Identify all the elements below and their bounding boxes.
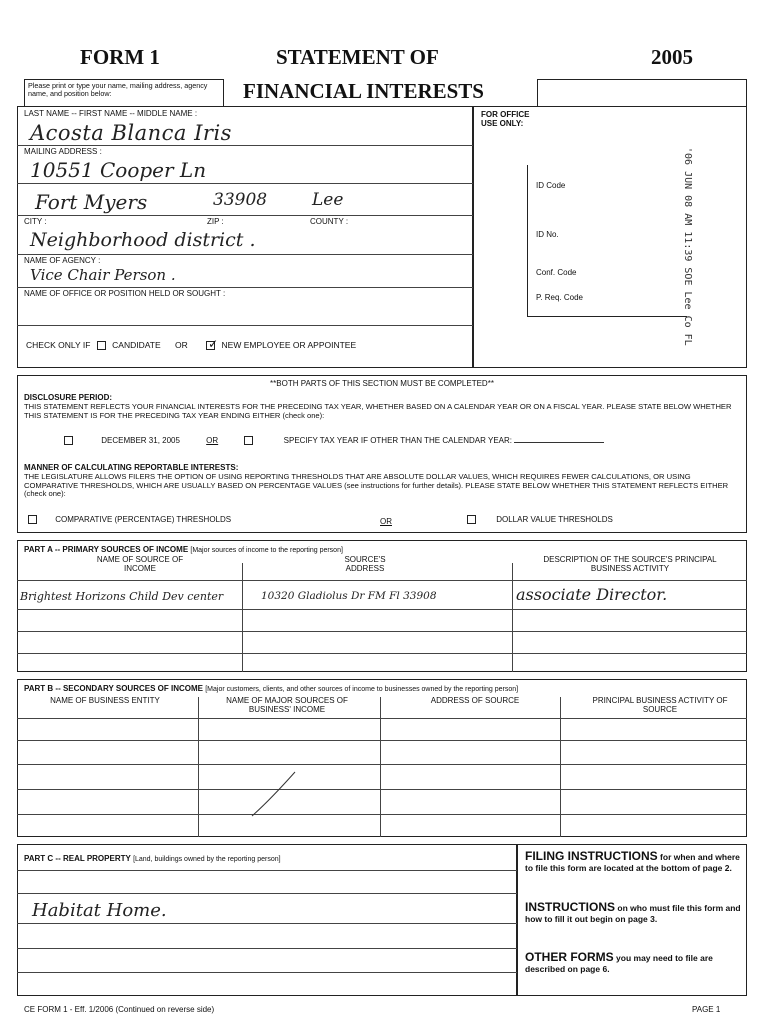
city-value: Fort Myers (35, 190, 148, 214)
specify-checkbox[interactable] (244, 436, 253, 445)
specify-label: SPECIFY TAX YEAR IF OTHER THAN THE CALENDAR YEAR: (283, 436, 512, 445)
part-a-heading: PART A -- PRIMARY SOURCES OF INCOME (24, 545, 189, 554)
part-b-subheading: [Major customers, clients, and other sources of income to businesses owned by the reporting person] (205, 686, 519, 693)
agency-value: Neighborhood district . (30, 229, 256, 251)
check-label: CHECK ONLY IF (26, 340, 91, 350)
part-a-col1: NAME OF SOURCE OF INCOME (96, 555, 184, 574)
mailing-label: MAILING ADDRESS : (24, 147, 102, 156)
part-a-col2: SOURCE'S ADDRESS (344, 555, 386, 574)
comparative-checkbox[interactable] (28, 515, 37, 524)
part-b-col2: NAME OF MAJOR SOURCES OF BUSINESS' INCOME (226, 696, 348, 715)
position-value: Vice Chair Person . (30, 266, 176, 284)
part-a-row1-name: Brightest Horizons Child Dev center (20, 590, 224, 603)
new-employee-checkbox[interactable]: ✓ (208, 337, 219, 352)
part-b-strike-mark (250, 770, 300, 820)
print-note: Please print or type your name, mailing address, agency name, and position below: (28, 81, 208, 99)
form-title-line1: STATEMENT OF (276, 45, 439, 69)
other-forms (525, 951, 741, 975)
part-a-subheading: [Major sources of income to the reporting person] (190, 547, 343, 554)
instructions-text: on who must file this form and how to fill it out begin on page 3. (525, 903, 741, 924)
form-number: FORM 1 (80, 45, 160, 69)
december-label: DECEMBER 31, 2005 (101, 436, 180, 445)
disclosure-banner: **BOTH PARTS OF THIS SECTION MUST BE COMPLETED** (270, 379, 494, 388)
part-b-heading-row (24, 684, 518, 694)
new-employee-label: NEW EMPLOYEE OR APPOINTEE (221, 340, 357, 350)
filing-instructions (525, 850, 741, 874)
position-label: NAME OF OFFICE OR POSITION HELD OR SOUGHT : (24, 289, 226, 298)
print-note-box (24, 79, 224, 107)
part-b-col3: ADDRESS OF SOURCE (430, 696, 520, 705)
check-row (26, 337, 357, 352)
part-a-col3: DESCRIPTION OF THE SOURCE'S PRINCIPAL BUSINESS ACTIVITY (543, 555, 717, 574)
conf-code-label: Conf. Code (536, 268, 577, 277)
received-stamp: '06 JUN 08 AM 11:39 SOE Lee Co FL (682, 147, 693, 346)
name-label: LAST NAME -- FIRST NAME -- MIDDLE NAME : (24, 109, 198, 118)
part-a-row1-activity: associate Director. (516, 585, 668, 604)
period-or: OR (206, 436, 219, 445)
part-a-heading-row (24, 545, 343, 555)
candidate-label: CANDIDATE (112, 340, 161, 350)
disclosure-section (17, 375, 747, 533)
id-no-label: ID No. (536, 230, 559, 239)
check-or: OR (175, 340, 188, 350)
p-req-code-label: P. Req. Code (536, 293, 583, 302)
zip-label: ZIP : (207, 217, 224, 226)
disclosure-period-text: THIS STATEMENT REFLECTS YOUR FINANCIAL INTERESTS FOR THE PRECEDING TAX YEAR, WHETHER BASED ON A CALENDAR YEAR OR ON A FISCAL YEAR. PLEASE STATE BELOW WHETHER THIS STATEMENT IS FOR THE PRECEDING TAX YEAR ENDING EITHER (check one): (24, 402, 732, 420)
name-value: Acosta Blanca Iris (30, 121, 232, 145)
threshold-or: OR (380, 517, 392, 526)
form-title-line2: FINANCIAL INTERESTS (243, 79, 484, 103)
candidate-checkbox[interactable] (97, 341, 106, 350)
city-label: CITY : (24, 217, 47, 226)
agency-label: NAME OF AGENCY : (24, 256, 101, 265)
who-instructions (525, 901, 741, 925)
county-value: Lee (312, 190, 344, 210)
instructions-title: INSTRUCTIONS (525, 900, 615, 914)
comparative-label: COMPARATIVE (PERCENTAGE) THRESHOLDS (55, 515, 232, 524)
threshold-options (24, 515, 231, 524)
part-b-heading: PART B -- SECONDARY SOURCES OF INCOME (24, 684, 203, 693)
dollar-option (463, 515, 613, 524)
form-year: 2005 (651, 45, 693, 69)
id-code-label: ID Code (536, 181, 566, 190)
december-checkbox[interactable] (64, 436, 73, 445)
part-a-row1-address: 10320 Gladiolus Dr FM Fl 33908 (261, 590, 437, 602)
county-label: COUNTY : (310, 217, 349, 226)
zip-value: 33908 (213, 190, 268, 210)
manner-text: THE LEGISLATURE ALLOWS FILERS THE OPTION OF USING REPORTING THRESHOLDS THAT ARE ABSOLUTE DOLLAR VALUES, WHICH REQUIRES FEWER CALCULATIONS, OR USING COMPARATIVE THRESHOLDS, WHICH ARE USUALLY BASED ON PERCENTAGE VALUES (see instructions for further details). PLEASE STATE BELOW WHETHER THIS STATEMENT REFLECTS EITHER (check one): (24, 472, 729, 499)
dollar-checkbox[interactable] (467, 515, 476, 524)
footer-right: PAGE 1 (692, 1005, 721, 1014)
manner-heading: MANNER OF CALCULATING REPORTABLE INTERESTS: (24, 463, 239, 472)
part-c-heading: PART C -- REAL PROPERTY (24, 854, 131, 863)
filing-title: FILING INSTRUCTIONS (525, 849, 658, 863)
part-c-row2-value: Habitat Home. (32, 900, 167, 921)
other-forms-text: you may need to file are described on page 6. (525, 953, 713, 974)
filing-text: for when and where to file this form are located at the bottom of page 2. (525, 852, 740, 873)
footer-left: CE FORM 1 - Eff. 1/2006 (Continued on reverse side) (24, 1005, 215, 1014)
period-options (60, 436, 604, 445)
part-c-heading-row (24, 854, 281, 864)
part-b-col4: PRINCIPAL BUSINESS ACTIVITY OF SOURCE (592, 696, 728, 715)
part-b-col1: NAME OF BUSINESS ENTITY (50, 696, 160, 705)
office-use-heading: FOR OFFICE USE ONLY: (481, 110, 530, 129)
part-c-subheading: [Land, buildings owned by the reporting person] (133, 856, 281, 863)
other-forms-title: OTHER FORMS (525, 950, 614, 964)
title-right-box (537, 79, 747, 107)
mailing-value: 10551 Cooper Ln (30, 158, 207, 182)
disclosure-period-heading: DISCLOSURE PERIOD: (24, 393, 113, 402)
dollar-label: DOLLAR VALUE THRESHOLDS (496, 515, 613, 524)
